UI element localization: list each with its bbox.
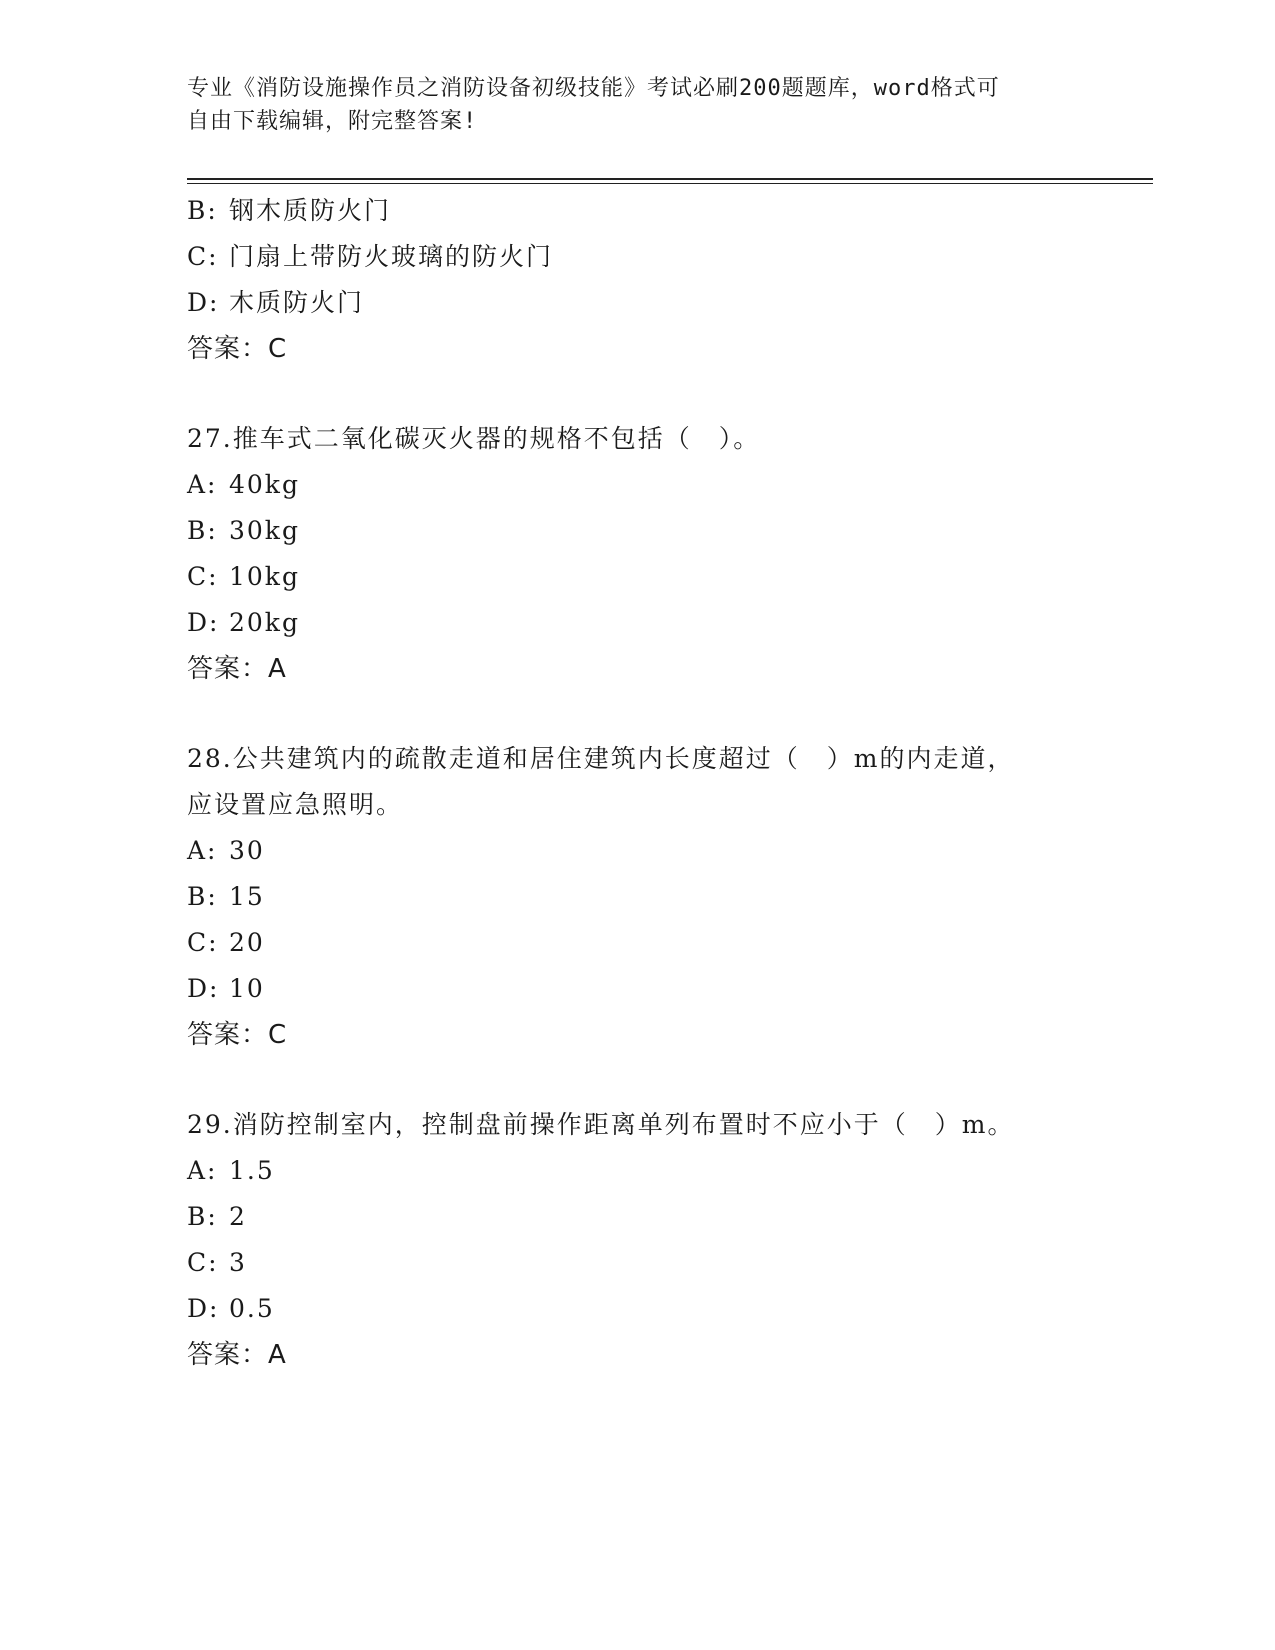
question-block-27	[187, 416, 1147, 692]
option-a: A: 40kg	[187, 470, 300, 499]
answer-line: 答案：A	[187, 654, 287, 684]
option-d: D: 20kg	[187, 608, 300, 637]
option-b: B: 2	[187, 1202, 247, 1231]
option-b: B: 30kg	[187, 516, 300, 545]
option-b: B: 钢木质防火门	[187, 196, 392, 225]
question-content	[187, 188, 1147, 1378]
option-c: C: 3	[187, 1248, 247, 1277]
option-a: A: 1.5	[187, 1156, 275, 1185]
option-c: C: 20	[187, 928, 265, 957]
question-stem: 27.推车式二氧化碳灭火器的规格不包括（ ）。	[187, 424, 761, 453]
header-line-1: 专业《消防设施操作员之消防设备初级技能》考试必刷200题题库，word格式可	[187, 76, 1000, 101]
answer-line: 答案：A	[187, 1340, 287, 1370]
option-c: C: 门扇上带防火玻璃的防火门	[187, 242, 554, 271]
option-c: C: 10kg	[187, 562, 300, 591]
answer-line: 答案：C	[187, 334, 288, 364]
option-b: B: 15	[187, 882, 265, 911]
header-divider-thin	[187, 183, 1153, 184]
question-block-partial	[187, 188, 1147, 372]
header-divider-thick	[187, 178, 1153, 180]
document-header	[187, 72, 1087, 138]
question-block-28	[187, 736, 1147, 1058]
question-block-29	[187, 1102, 1147, 1378]
question-stem: 28.公共建筑内的疏散走道和居住建筑内长度超过（ ）m的内走道，	[187, 744, 1015, 773]
option-a: A: 30	[187, 836, 265, 865]
option-d: D: 木质防火门	[187, 288, 365, 317]
option-d: D: 10	[187, 974, 265, 1003]
question-stem-continuation: 应设置应急照明。	[187, 790, 404, 819]
header-line-2: 自由下载编辑，附完整答案!	[187, 109, 478, 134]
answer-line: 答案：C	[187, 1020, 288, 1050]
question-stem: 29.消防控制室内，控制盘前操作距离单列布置时不应小于（ ）m。	[187, 1110, 1015, 1139]
option-d: D: 0.5	[187, 1294, 275, 1323]
